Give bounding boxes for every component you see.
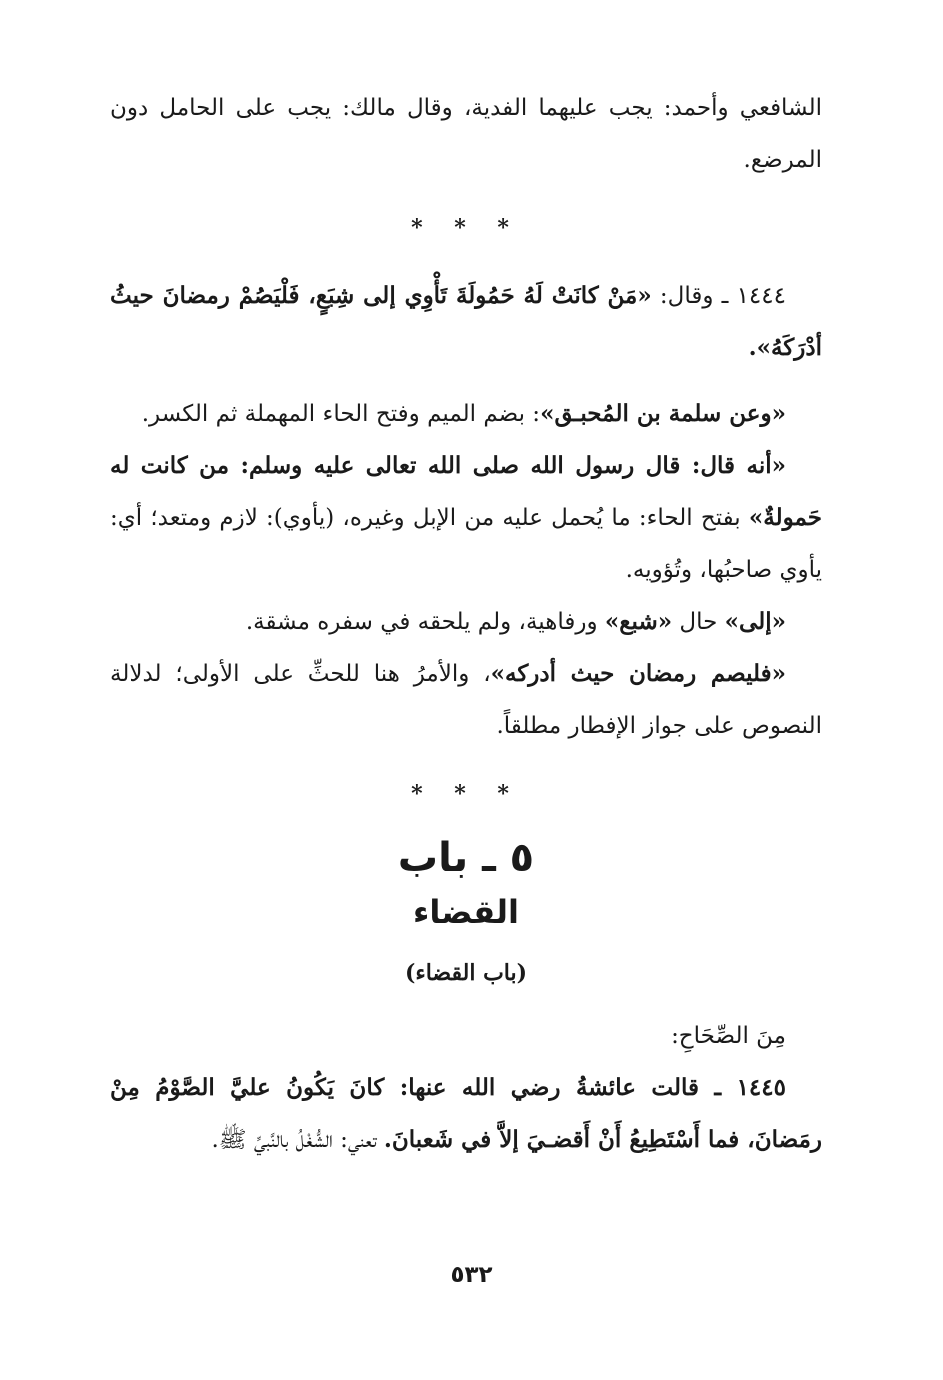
commentary-anna-rest: بفتح الحاء: ما يُحمل عليه من الإبل وغيره، (يأوي): لازم ومتعد؛ أي: يأوي صاحبُها، وتُؤويه. — [110, 505, 822, 583]
paragraph-continuation: الشافعي وأحمد: يجب عليهما الفدية، وقال مالك: يجب على الحامل دون المرضع. — [110, 95, 822, 173]
page-number: ٥٣٢ — [450, 1262, 493, 1288]
chapter-subtitle: (باب القضاء) — [404, 960, 528, 986]
commentary-salama — [110, 388, 822, 440]
commentary-shiba-bold: «شبع» — [604, 608, 673, 635]
chapter-title: القضاء — [413, 893, 519, 931]
commentary-salama-rest: : بضم الميم وفتح الحاء المهملة ثم الكسر. — [141, 401, 541, 427]
hadith-1445-rest: تعني: الشُّغْلُ بالنَّبيِّ ﷺ. — [211, 1127, 384, 1153]
commentary-ila — [110, 596, 822, 648]
hadith-1444 — [110, 270, 822, 374]
hadith-1445-bold: ١٤٤٥ ـ قالت عائشةُ رضي الله عنها: كانَ يَكُونُ عليَّ الصَّوْمُ مِنْ رمَضانَ، فما أَسْتَطِيعُ أَنْ أَقضـيَ إلاَّ في شَعبانَ. — [110, 1074, 822, 1153]
hadith-1444-text: «مَنْ كانَتْ لَهُ حَمُولَةَ تَأْوِي إلى شِبَعٍ، فَلْيَصُمْ رمضانَ حيثُ أدْرَكَهُ». — [110, 282, 822, 361]
hadith-1444-number: ١٤٤٤ ـ وقال: — [651, 283, 786, 309]
page-body — [110, 82, 822, 1166]
commentary-salama-bold: «وعن سلمة بن المُحبـق» — [540, 400, 786, 427]
commentary-falyasum-bold: «فليصم رمضان حيث أدركه» — [490, 660, 786, 687]
commentary-anna-bold: «أنه قال: قال رسول الله صلى الله تعالى عليه وسلم: من كانت له حَمولةٌ» — [110, 452, 822, 531]
commentary-falyasum-rest: ، والأمرُ هنا للحثِّ على الأولى؛ لدلالة النصوص على جواز الإفطار مطلقاً. — [110, 661, 822, 739]
separator-stars: * * * — [411, 215, 521, 241]
hadith-1445 — [110, 1062, 822, 1166]
commentary-ila-bold: «إلى» — [724, 608, 786, 635]
commentary-ila-rest: ورفاهية، ولم يلحقه في سفره مشقة. — [245, 609, 605, 635]
chapter-heading: ٥ ـ باب — [397, 835, 535, 881]
commentary-anna — [110, 440, 822, 596]
separator-stars-2: * * * — [411, 781, 521, 807]
section-label-sihah: مِنَ الصِّحَاحِ: — [671, 1023, 786, 1049]
commentary-ila-mid: حال — [672, 609, 725, 635]
commentary-falyasum — [110, 648, 822, 752]
